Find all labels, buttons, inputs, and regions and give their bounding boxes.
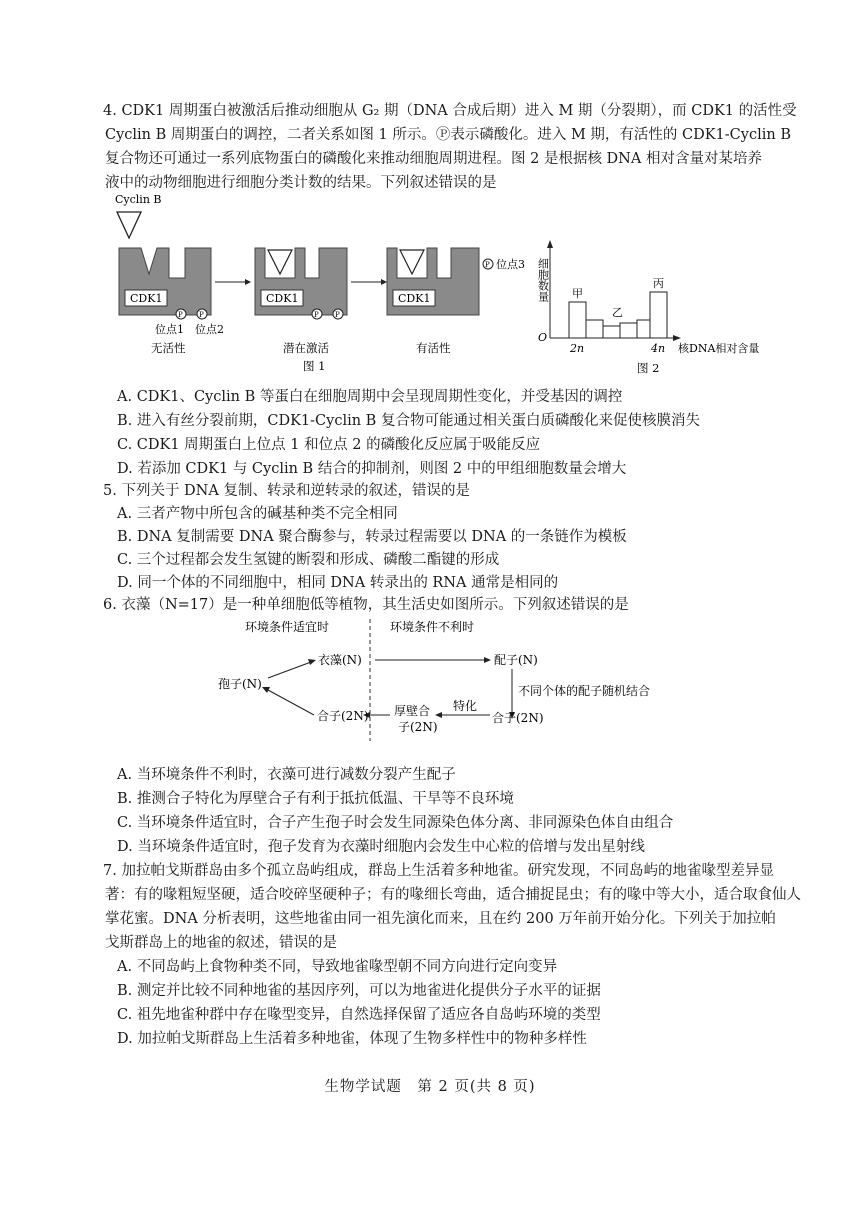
- label-yi: 乙: [612, 306, 623, 319]
- node-random-fusion: 不同个体的配子随机结合: [518, 684, 651, 698]
- tick-4n: 4n: [651, 342, 666, 355]
- label-bing: 丙: [653, 277, 664, 290]
- svg-text:P: P: [199, 311, 204, 319]
- site-2-label: 位点2: [195, 323, 224, 336]
- q7-line-1: 7. 加拉帕戈斯群岛由多个孤立岛屿组成，群岛上生活着多种地雀。研究发现，不同岛屿的地雀喙型差异显: [103, 863, 774, 879]
- q6-stem: 6. 衣藻（N=17）是一种单细胞低等植物，其生活史如图所示。下列叙述错误的是: [103, 597, 629, 613]
- cyclin-b-triangle: [117, 212, 141, 238]
- q6-life-cycle-diagram: [200, 615, 680, 745]
- q4-line-3: 复合物还可通过一系列底物蛋白的磷酸化来推动细胞周期进程。图 2 是根据核 DNA 相对含量对某培养: [105, 151, 762, 167]
- q4-line-2: Cyclin B 周期蛋白的调控，二者关系如图 1 所示。Ⓟ表示磷酸化。进入 M 期，有活性的 CDK1-Cyclin B: [105, 127, 791, 143]
- page-footer: 生物学试题 第 2 页(共 8 页): [324, 1079, 536, 1095]
- q7-line-4: 戈斯群岛上的地雀的叙述，错误的是: [105, 935, 337, 951]
- node-zygote-left: 合子(2N): [317, 709, 369, 723]
- bar-jia: [569, 302, 586, 338]
- q6-option-d: D. 当环境条件适宜时，孢子发育为衣藻时细胞内会发生中心粒的倍增与发出星射线: [117, 839, 645, 855]
- tick-2n: 2n: [570, 342, 585, 355]
- node-spore: 孢子(N): [218, 677, 262, 691]
- figure-2: [532, 240, 772, 375]
- q7-line-3: 掌花蜜。DNA 分析表明，这些地雀由同一祖先演化而来，且在约 200 万年前开始分化。下列关于加拉帕: [105, 911, 776, 927]
- label-jia: 甲: [572, 287, 583, 300]
- bar-yi-2: [603, 326, 620, 338]
- figure-2-caption: 图 2: [637, 361, 660, 375]
- node-alga: 衣藻(N): [318, 653, 362, 667]
- site-1-label: 位点1: [155, 323, 184, 336]
- q5-option-a: A. 三者产物中所包含的碱基种类不完全相同: [117, 506, 398, 522]
- state-latent-label: 潜在激活: [283, 341, 329, 355]
- env-bad-label: 环境条件不利时: [390, 620, 475, 634]
- svg-text:P: P: [178, 311, 183, 319]
- bar-yi-3: [620, 323, 637, 338]
- bar-yi-4: [637, 320, 650, 338]
- origin-label: O: [538, 331, 548, 344]
- q7-line-2: 著：有的喙粗短坚硬，适合咬碎坚硬种子；有的喙细长弯曲，适合捕捉昆虫；有的喙中等大小，适合取食仙人: [105, 887, 801, 903]
- state-active-label: 有活性: [416, 341, 451, 355]
- q5-stem: 5. 下列关于 DNA 复制、转录和逆转录的叙述，错误的是: [103, 483, 470, 499]
- node-thick-zygote-2: 子(2N): [398, 720, 438, 734]
- fig2-xlabel: 核DNA相对含量: [678, 342, 760, 355]
- q4-line-4: 液中的动物细胞进行细胞分类计数的结果。下列叙述错误的是: [105, 175, 497, 191]
- figure-1-caption: 图 1: [303, 359, 326, 373]
- cdk1-label-2: CDK1: [266, 292, 299, 305]
- q4-option-c: C. CDK1 周期蛋白上位点 1 和位点 2 的磷酸化反应属于吸能反应: [117, 437, 541, 453]
- q4-line-1: 4. CDK1 周期蛋白被激活后推动细胞从 G₂ 期（DNA 合成后期）进入 M 期（分裂期），而 CDK1 的活性受: [103, 103, 797, 119]
- node-gamete: 配子(N): [494, 653, 538, 667]
- fig2-ylabel: 细胞数量: [536, 258, 550, 302]
- svg-text:P: P: [335, 311, 340, 319]
- q7-option-d: D. 加拉帕戈斯群岛上生活着多种地雀，体现了生物多样性中的物种多样性: [117, 1031, 587, 1047]
- q6-option-a: A. 当环境条件不利时，衣藻可进行减数分裂产生配子: [117, 767, 456, 783]
- q5-option-d: D. 同一个体的不同细胞中，相同 DNA 转录出的 RNA 通常是相同的: [117, 575, 559, 591]
- cyclin-b-bound-2: [400, 250, 424, 274]
- env-good-label: 环境条件适宜时: [245, 620, 330, 634]
- q7-option-c: C. 祖先地雀种群中存在喙型变异，自然选择保留了适应各自岛屿环境的类型: [117, 1007, 601, 1023]
- q7-option-b: B. 测定并比较不同种地雀的基因序列，可以为地雀进化提供分子水平的证据: [117, 983, 601, 999]
- cdk1-label-3: CDK1: [398, 292, 431, 305]
- state-inactive-label: 无活性: [151, 341, 186, 355]
- q4-option-b: B. 进入有丝分裂前期，CDK1-Cyclin B 复合物可能通过相关蛋白质磷酸化来促使核膜消失: [117, 413, 700, 429]
- bar-yi-1: [586, 320, 603, 338]
- svg-text:P: P: [314, 311, 319, 319]
- q4-option-a: A. CDK1、Cyclin B 等蛋白在细胞周期中会呈现周期性变化，并受基因的调控: [117, 389, 623, 405]
- arrow-special-label: 特化: [453, 699, 478, 713]
- site-3-label: 位点3: [496, 258, 525, 271]
- figure-1: [105, 190, 525, 375]
- cyclin-b-label: Cyclin B: [115, 193, 162, 206]
- node-zygote-right: 合子(2N): [492, 711, 544, 725]
- bar-bing: [650, 292, 667, 338]
- cdk1-label-1: CDK1: [130, 292, 163, 305]
- q6-option-c: C. 当环境条件适宜时，合子产生孢子时会发生同源染色体分离、非同源染色体自由组合: [117, 815, 674, 831]
- node-thick-zygote-1: 厚壁合: [394, 704, 431, 718]
- cyclin-b-bound-1: [268, 250, 292, 274]
- svg-text:P: P: [485, 261, 490, 269]
- q5-option-c: C. 三个过程都会发生氢键的断裂和形成、磷酸二酯键的形成: [117, 552, 500, 568]
- q7-option-a: A. 不同岛屿上食物种类不同，导致地雀喙型朝不同方向进行定向变异: [117, 959, 558, 975]
- q6-option-b: B. 推测合子特化为厚壁合子有利于抵抗低温、干旱等不良环境: [117, 791, 514, 807]
- q4-option-d: D. 若添加 CDK1 与 Cyclin B 结合的抑制剂，则图 2 中的甲组细胞数量会增大: [117, 461, 627, 477]
- q5-option-b: B. DNA 复制需要 DNA 聚合酶参与，转录过程需要以 DNA 的一条链作为模板: [117, 529, 627, 545]
